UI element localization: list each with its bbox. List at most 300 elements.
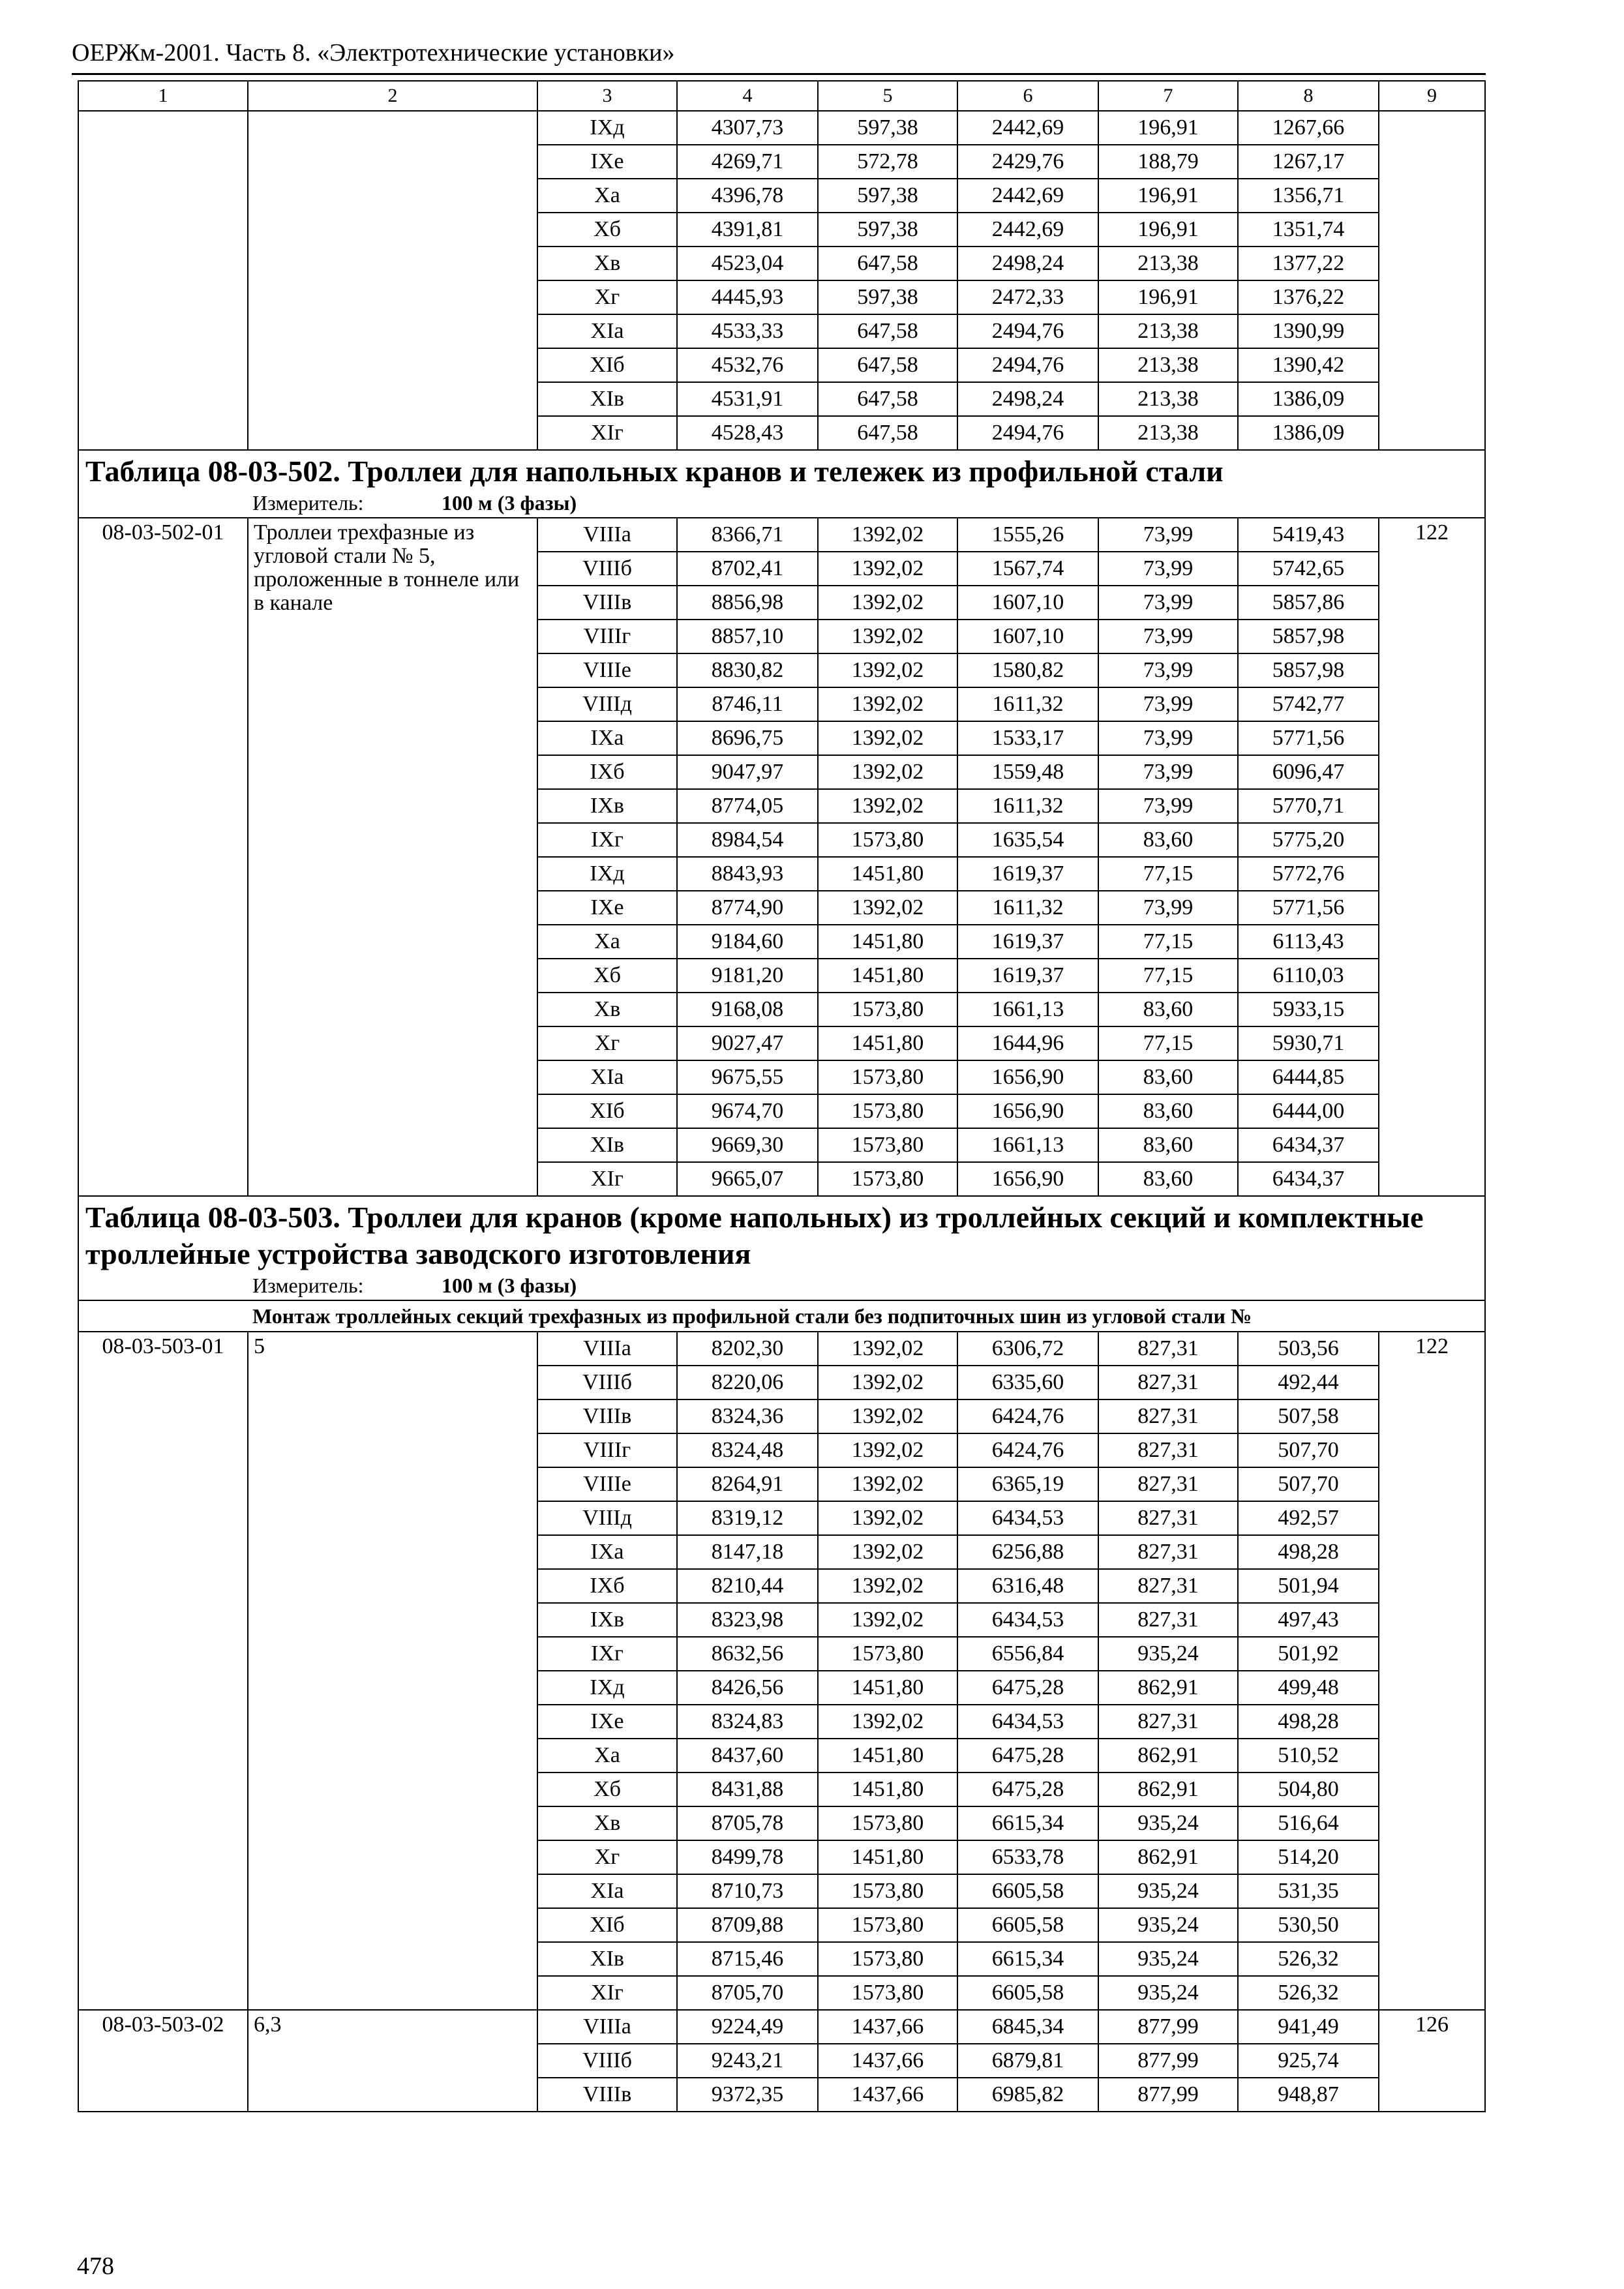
value-cell: 6335,60 bbox=[957, 1366, 1098, 1399]
zone-cell: XIа bbox=[537, 1060, 677, 1094]
value-cell: 1267,17 bbox=[1238, 145, 1379, 179]
value-cell: 196,91 bbox=[1098, 179, 1238, 213]
value-cell: 8323,98 bbox=[677, 1603, 818, 1637]
value-cell: 2442,69 bbox=[957, 179, 1098, 213]
value-cell: 8324,83 bbox=[677, 1705, 818, 1739]
rates-table bbox=[78, 80, 1486, 2112]
value-cell: 1656,90 bbox=[957, 1094, 1098, 1128]
value-cell: 1376,22 bbox=[1238, 280, 1379, 314]
table-row bbox=[78, 518, 1485, 552]
column-number: 8 bbox=[1238, 81, 1379, 111]
value-cell: 9669,30 bbox=[677, 1128, 818, 1162]
value-cell: 9027,47 bbox=[677, 1026, 818, 1060]
value-cell: 6615,34 bbox=[957, 1806, 1098, 1840]
value-cell: 597,38 bbox=[818, 179, 957, 213]
value-cell: 1580,82 bbox=[957, 653, 1098, 687]
value-cell: 1392,02 bbox=[818, 1603, 957, 1637]
value-cell: 1392,02 bbox=[818, 1535, 957, 1569]
zone-cell: VIIIб bbox=[537, 1366, 677, 1399]
value-cell: 213,38 bbox=[1098, 416, 1238, 450]
value-cell: 8705,70 bbox=[677, 1976, 818, 2010]
zone-cell: Xг bbox=[537, 280, 677, 314]
value-cell: 4269,71 bbox=[677, 145, 818, 179]
value-cell: 8984,54 bbox=[677, 823, 818, 857]
zone-cell: XIг bbox=[537, 1976, 677, 2010]
column-number: 4 bbox=[677, 81, 818, 111]
table-503-subheading-row bbox=[78, 1300, 1485, 1332]
value-cell: 1611,32 bbox=[957, 789, 1098, 823]
code-cell bbox=[78, 111, 248, 450]
value-cell: 597,38 bbox=[818, 280, 957, 314]
page-header: ОЕРЖм-2001. Часть 8. «Электротехнические установки» bbox=[72, 39, 675, 67]
zone-cell: VIIIг bbox=[537, 620, 677, 653]
value-cell: 8843,93 bbox=[677, 857, 818, 891]
zone-cell: VIIIд bbox=[537, 687, 677, 721]
value-cell: 2494,76 bbox=[957, 416, 1098, 450]
table-502-title-row bbox=[78, 450, 1485, 518]
value-cell: 5930,71 bbox=[1238, 1026, 1379, 1060]
value-cell: 1573,80 bbox=[818, 1637, 957, 1671]
unit-label: Измеритель: bbox=[252, 491, 364, 515]
value-cell: 8715,46 bbox=[677, 1942, 818, 1976]
code-cell: 08-03-503-02 bbox=[78, 2010, 248, 2112]
value-cell: 925,74 bbox=[1238, 2044, 1379, 2078]
value-cell: 9665,07 bbox=[677, 1162, 818, 1196]
value-cell: 572,78 bbox=[818, 145, 957, 179]
value-cell: 6365,19 bbox=[957, 1467, 1098, 1501]
column-number: 6 bbox=[957, 81, 1098, 111]
description-cell: 5 bbox=[248, 1332, 537, 2010]
value-cell: 1573,80 bbox=[818, 1976, 957, 2010]
zone-cell: Xг bbox=[537, 1026, 677, 1060]
value-cell: 8710,73 bbox=[677, 1874, 818, 1908]
value-cell: 498,28 bbox=[1238, 1705, 1379, 1739]
value-cell: 1392,02 bbox=[818, 755, 957, 789]
value-cell: 6316,48 bbox=[957, 1569, 1098, 1603]
zone-cell: VIIIа bbox=[537, 518, 677, 552]
value-cell: 935,24 bbox=[1098, 1874, 1238, 1908]
value-cell: 6444,00 bbox=[1238, 1094, 1379, 1128]
value-cell: 1573,80 bbox=[818, 1806, 957, 1840]
value-cell: 1661,13 bbox=[957, 993, 1098, 1026]
value-cell: 1392,02 bbox=[818, 1501, 957, 1535]
value-cell: 213,38 bbox=[1098, 247, 1238, 280]
value-cell: 6605,58 bbox=[957, 1976, 1098, 2010]
value-cell: 213,38 bbox=[1098, 348, 1238, 382]
value-cell: 8774,05 bbox=[677, 789, 818, 823]
value-cell: 1567,74 bbox=[957, 552, 1098, 586]
zone-cell: VIIIг bbox=[537, 1433, 677, 1467]
table-502-title-cell bbox=[78, 450, 1485, 518]
zone-cell: Xа bbox=[537, 179, 677, 213]
code-cell: 08-03-502-01 bbox=[78, 518, 248, 1196]
value-cell: 1451,80 bbox=[818, 1739, 957, 1773]
value-cell: 2494,76 bbox=[957, 348, 1098, 382]
value-cell: 8319,12 bbox=[677, 1501, 818, 1535]
value-cell: 948,87 bbox=[1238, 2078, 1379, 2112]
value-cell: 827,31 bbox=[1098, 1705, 1238, 1739]
value-cell: 1451,80 bbox=[818, 1840, 957, 1874]
index-cell: 126 bbox=[1379, 2010, 1485, 2112]
description-cell: 6,3 bbox=[248, 2010, 537, 2112]
zone-cell: XIа bbox=[537, 314, 677, 348]
value-cell: 526,32 bbox=[1238, 1976, 1379, 2010]
value-cell: 1607,10 bbox=[957, 620, 1098, 653]
value-cell: 8705,78 bbox=[677, 1806, 818, 1840]
value-cell: 1392,02 bbox=[818, 1332, 957, 1366]
value-cell: 196,91 bbox=[1098, 111, 1238, 145]
value-cell: 83,60 bbox=[1098, 823, 1238, 857]
value-cell: 862,91 bbox=[1098, 1739, 1238, 1773]
zone-cell: IXд bbox=[537, 111, 677, 145]
value-cell: 2498,24 bbox=[957, 247, 1098, 280]
value-cell: 1555,26 bbox=[957, 518, 1098, 552]
value-cell: 4532,76 bbox=[677, 348, 818, 382]
value-cell: 827,31 bbox=[1098, 1467, 1238, 1501]
zone-cell: XIв bbox=[537, 382, 677, 416]
value-cell: 1573,80 bbox=[818, 1942, 957, 1976]
value-cell: 9047,97 bbox=[677, 755, 818, 789]
table-title: Таблица 08-03-502. Троллеи для напольных кранов и тележек из профильной стали bbox=[85, 455, 1224, 488]
value-cell: 4445,93 bbox=[677, 280, 818, 314]
zone-cell: Xа bbox=[537, 925, 677, 959]
value-cell: 827,31 bbox=[1098, 1366, 1238, 1399]
value-cell: 1392,02 bbox=[818, 891, 957, 925]
code-cell: 08-03-503-01 bbox=[78, 1332, 248, 2010]
zone-cell: IXб bbox=[537, 1569, 677, 1603]
value-cell: 526,32 bbox=[1238, 1942, 1379, 1976]
value-cell: 6605,58 bbox=[957, 1874, 1098, 1908]
value-cell: 647,58 bbox=[818, 247, 957, 280]
value-cell: 1611,32 bbox=[957, 891, 1098, 925]
zone-cell: Xг bbox=[537, 1840, 677, 1874]
value-cell: 827,31 bbox=[1098, 1603, 1238, 1637]
value-cell: 6444,85 bbox=[1238, 1060, 1379, 1094]
value-cell: 1451,80 bbox=[818, 1671, 957, 1705]
value-cell: 5933,15 bbox=[1238, 993, 1379, 1026]
value-cell: 77,15 bbox=[1098, 925, 1238, 959]
value-cell: 4391,81 bbox=[677, 213, 818, 247]
value-cell: 73,99 bbox=[1098, 586, 1238, 620]
zone-cell: Xб bbox=[537, 1773, 677, 1806]
value-cell: 1386,09 bbox=[1238, 416, 1379, 450]
value-cell: 597,38 bbox=[818, 111, 957, 145]
value-cell: 504,80 bbox=[1238, 1773, 1379, 1806]
value-cell: 1392,02 bbox=[818, 789, 957, 823]
description-cell: Троллеи трехфазные из угловой стали № 5, проложенные в тоннеле или в канале bbox=[248, 518, 537, 1196]
zone-cell: XIб bbox=[537, 348, 677, 382]
value-cell: 935,24 bbox=[1098, 1908, 1238, 1942]
table-row bbox=[78, 2010, 1485, 2044]
value-cell: 73,99 bbox=[1098, 552, 1238, 586]
value-cell: 6985,82 bbox=[957, 2078, 1098, 2112]
zone-cell: IXе bbox=[537, 891, 677, 925]
value-cell: 5770,71 bbox=[1238, 789, 1379, 823]
zone-cell: IXг bbox=[537, 1637, 677, 1671]
value-cell: 9674,70 bbox=[677, 1094, 818, 1128]
value-cell: 5857,86 bbox=[1238, 586, 1379, 620]
value-cell: 8324,48 bbox=[677, 1433, 818, 1467]
value-cell: 9372,35 bbox=[677, 2078, 818, 2112]
zone-cell: IXе bbox=[537, 1705, 677, 1739]
value-cell: 6434,37 bbox=[1238, 1128, 1379, 1162]
zone-cell: XIа bbox=[537, 1874, 677, 1908]
zone-cell: Xв bbox=[537, 1806, 677, 1840]
value-cell: 1392,02 bbox=[818, 1366, 957, 1399]
value-cell: 1392,02 bbox=[818, 721, 957, 755]
value-cell: 1611,32 bbox=[957, 687, 1098, 721]
header-rule bbox=[72, 73, 1486, 75]
value-cell: 862,91 bbox=[1098, 1840, 1238, 1874]
value-cell: 5857,98 bbox=[1238, 653, 1379, 687]
value-cell: 9224,49 bbox=[677, 2010, 818, 2044]
value-cell: 8147,18 bbox=[677, 1535, 818, 1569]
value-cell: 6556,84 bbox=[957, 1637, 1098, 1671]
table-503-title-cell bbox=[78, 1196, 1485, 1300]
zone-cell: VIIIв bbox=[537, 1399, 677, 1433]
value-cell: 8220,06 bbox=[677, 1366, 818, 1399]
unit-value: 100 м (3 фазы) bbox=[442, 491, 577, 515]
value-cell: 8774,90 bbox=[677, 891, 818, 925]
value-cell: 501,94 bbox=[1238, 1569, 1379, 1603]
value-cell: 1437,66 bbox=[818, 2044, 957, 2078]
value-cell: 8709,88 bbox=[677, 1908, 818, 1942]
value-cell: 8499,78 bbox=[677, 1840, 818, 1874]
value-cell: 8426,56 bbox=[677, 1671, 818, 1705]
value-cell: 935,24 bbox=[1098, 1637, 1238, 1671]
value-cell: 1437,66 bbox=[818, 2078, 957, 2112]
value-cell: 4307,73 bbox=[677, 111, 818, 145]
index-cell: 122 bbox=[1379, 1332, 1485, 2010]
value-cell: 1392,02 bbox=[818, 620, 957, 653]
value-cell: 530,50 bbox=[1238, 1908, 1379, 1942]
value-cell: 1573,80 bbox=[818, 1060, 957, 1094]
value-cell: 6424,76 bbox=[957, 1399, 1098, 1433]
value-cell: 1635,54 bbox=[957, 823, 1098, 857]
value-cell: 8366,71 bbox=[677, 518, 818, 552]
value-cell: 501,92 bbox=[1238, 1637, 1379, 1671]
value-cell: 6615,34 bbox=[957, 1942, 1098, 1976]
zone-cell: VIIIв bbox=[537, 586, 677, 620]
column-number: 7 bbox=[1098, 81, 1238, 111]
value-cell: 827,31 bbox=[1098, 1535, 1238, 1569]
zone-cell: XIв bbox=[537, 1942, 677, 1976]
unit-of-measure bbox=[85, 490, 1478, 516]
value-cell: 9181,20 bbox=[677, 959, 818, 993]
value-cell: 4523,04 bbox=[677, 247, 818, 280]
zone-cell: XIг bbox=[537, 416, 677, 450]
zone-cell: Xа bbox=[537, 1739, 677, 1773]
value-cell: 4533,33 bbox=[677, 314, 818, 348]
value-cell: 5742,65 bbox=[1238, 552, 1379, 586]
value-cell: 6879,81 bbox=[957, 2044, 1098, 2078]
value-cell: 1267,66 bbox=[1238, 111, 1379, 145]
value-cell: 1451,80 bbox=[818, 857, 957, 891]
zone-cell: IXв bbox=[537, 789, 677, 823]
value-cell: 6475,28 bbox=[957, 1739, 1098, 1773]
value-cell: 941,49 bbox=[1238, 2010, 1379, 2044]
value-cell: 5742,77 bbox=[1238, 687, 1379, 721]
value-cell: 647,58 bbox=[818, 382, 957, 416]
value-cell: 213,38 bbox=[1098, 314, 1238, 348]
value-cell: 83,60 bbox=[1098, 1094, 1238, 1128]
value-cell: 1573,80 bbox=[818, 823, 957, 857]
value-cell: 188,79 bbox=[1098, 145, 1238, 179]
value-cell: 1619,37 bbox=[957, 925, 1098, 959]
value-cell: 77,15 bbox=[1098, 1026, 1238, 1060]
value-cell: 862,91 bbox=[1098, 1671, 1238, 1705]
zone-cell: Xв bbox=[537, 993, 677, 1026]
value-cell: 6113,43 bbox=[1238, 925, 1379, 959]
table-body bbox=[78, 81, 1485, 2112]
value-cell: 2498,24 bbox=[957, 382, 1098, 416]
value-cell: 5771,56 bbox=[1238, 721, 1379, 755]
value-cell: 827,31 bbox=[1098, 1332, 1238, 1366]
value-cell: 6434,53 bbox=[957, 1603, 1098, 1637]
value-cell: 73,99 bbox=[1098, 620, 1238, 653]
description-cell bbox=[248, 111, 537, 450]
value-cell: 9675,55 bbox=[677, 1060, 818, 1094]
value-cell: 516,64 bbox=[1238, 1806, 1379, 1840]
value-cell: 877,99 bbox=[1098, 2044, 1238, 2078]
value-cell: 73,99 bbox=[1098, 891, 1238, 925]
value-cell: 8830,82 bbox=[677, 653, 818, 687]
value-cell: 1573,80 bbox=[818, 1874, 957, 1908]
table-row bbox=[78, 111, 1485, 145]
value-cell: 9168,08 bbox=[677, 993, 818, 1026]
value-cell: 9243,21 bbox=[677, 2044, 818, 2078]
value-cell: 83,60 bbox=[1098, 993, 1238, 1026]
value-cell: 8857,10 bbox=[677, 620, 818, 653]
value-cell: 5419,43 bbox=[1238, 518, 1379, 552]
value-cell: 2442,69 bbox=[957, 213, 1098, 247]
value-cell: 1573,80 bbox=[818, 1094, 957, 1128]
value-cell: 8264,91 bbox=[677, 1467, 818, 1501]
value-cell: 531,35 bbox=[1238, 1874, 1379, 1908]
value-cell: 8437,60 bbox=[677, 1739, 818, 1773]
value-cell: 935,24 bbox=[1098, 1976, 1238, 2010]
value-cell: 1392,02 bbox=[818, 1433, 957, 1467]
value-cell: 6424,76 bbox=[957, 1433, 1098, 1467]
value-cell: 5772,76 bbox=[1238, 857, 1379, 891]
zone-cell: VIIIб bbox=[537, 552, 677, 586]
value-cell: 498,28 bbox=[1238, 1535, 1379, 1569]
value-cell: 213,38 bbox=[1098, 382, 1238, 416]
zone-cell: XIг bbox=[537, 1162, 677, 1196]
value-cell: 935,24 bbox=[1098, 1806, 1238, 1840]
value-cell: 196,91 bbox=[1098, 280, 1238, 314]
value-cell: 1351,74 bbox=[1238, 213, 1379, 247]
value-cell: 6605,58 bbox=[957, 1908, 1098, 1942]
value-cell: 6475,28 bbox=[957, 1671, 1098, 1705]
zone-cell: VIIIа bbox=[537, 1332, 677, 1366]
value-cell: 6475,28 bbox=[957, 1773, 1098, 1806]
value-cell: 73,99 bbox=[1098, 653, 1238, 687]
value-cell: 1607,10 bbox=[957, 586, 1098, 620]
value-cell: 1661,13 bbox=[957, 1128, 1098, 1162]
value-cell: 2442,69 bbox=[957, 111, 1098, 145]
zone-cell: Xб bbox=[537, 959, 677, 993]
value-cell: 1392,02 bbox=[818, 687, 957, 721]
value-cell: 935,24 bbox=[1098, 1942, 1238, 1976]
value-cell: 492,57 bbox=[1238, 1501, 1379, 1535]
table-row bbox=[78, 1332, 1485, 1366]
zone-cell: XIб bbox=[537, 1908, 677, 1942]
value-cell: 1437,66 bbox=[818, 2010, 957, 2044]
value-cell: 77,15 bbox=[1098, 857, 1238, 891]
value-cell: 6533,78 bbox=[957, 1840, 1098, 1874]
value-cell: 6096,47 bbox=[1238, 755, 1379, 789]
zone-cell: IXд bbox=[537, 857, 677, 891]
value-cell: 1644,96 bbox=[957, 1026, 1098, 1060]
value-cell: 1451,80 bbox=[818, 1773, 957, 1806]
value-cell: 597,38 bbox=[818, 213, 957, 247]
zone-cell: IXа bbox=[537, 721, 677, 755]
zone-cell: IXе bbox=[537, 145, 677, 179]
value-cell: 1392,02 bbox=[818, 1569, 957, 1603]
page-number: 478 bbox=[77, 2252, 114, 2280]
value-cell: 1533,17 bbox=[957, 721, 1098, 755]
value-cell: 1451,80 bbox=[818, 925, 957, 959]
table-title: Таблица 08-03-503. Троллеи для кранов (кроме напольных) из троллейных секций и комплектные троллейные устройства заводского изготовления bbox=[85, 1201, 1424, 1270]
value-cell: 5857,98 bbox=[1238, 620, 1379, 653]
value-cell: 503,56 bbox=[1238, 1332, 1379, 1366]
zone-cell: IXд bbox=[537, 1671, 677, 1705]
column-number: 3 bbox=[537, 81, 677, 111]
value-cell: 83,60 bbox=[1098, 1128, 1238, 1162]
unit-of-measure bbox=[85, 1272, 1478, 1298]
value-cell: 8696,75 bbox=[677, 721, 818, 755]
zone-cell: VIIIе bbox=[537, 1467, 677, 1501]
value-cell: 8210,44 bbox=[677, 1569, 818, 1603]
zone-cell: XIб bbox=[537, 1094, 677, 1128]
value-cell: 827,31 bbox=[1098, 1501, 1238, 1535]
value-cell: 83,60 bbox=[1098, 1060, 1238, 1094]
zone-cell: Xб bbox=[537, 213, 677, 247]
value-cell: 4396,78 bbox=[677, 179, 818, 213]
value-cell: 6434,37 bbox=[1238, 1162, 1379, 1196]
value-cell: 507,70 bbox=[1238, 1467, 1379, 1501]
value-cell: 8702,41 bbox=[677, 552, 818, 586]
value-cell: 2472,33 bbox=[957, 280, 1098, 314]
value-cell: 6256,88 bbox=[957, 1535, 1098, 1569]
column-number: 2 bbox=[248, 81, 537, 111]
value-cell: 5771,56 bbox=[1238, 891, 1379, 925]
section-subheading: Монтаж троллейных секций трехфазных из профильной стали без подпиточных шин из угловой стали № bbox=[78, 1300, 1485, 1332]
value-cell: 73,99 bbox=[1098, 518, 1238, 552]
column-number: 5 bbox=[818, 81, 957, 111]
value-cell: 83,60 bbox=[1098, 1162, 1238, 1196]
value-cell: 1390,42 bbox=[1238, 348, 1379, 382]
value-cell: 877,99 bbox=[1098, 2010, 1238, 2044]
zone-cell: IXб bbox=[537, 755, 677, 789]
value-cell: 8856,98 bbox=[677, 586, 818, 620]
value-cell: 73,99 bbox=[1098, 687, 1238, 721]
value-cell: 510,52 bbox=[1238, 1739, 1379, 1773]
zone-cell: VIIIе bbox=[537, 653, 677, 687]
value-cell: 507,70 bbox=[1238, 1433, 1379, 1467]
zone-cell: VIIIб bbox=[537, 2044, 677, 2078]
value-cell: 73,99 bbox=[1098, 755, 1238, 789]
value-cell: 5775,20 bbox=[1238, 823, 1379, 857]
value-cell: 647,58 bbox=[818, 348, 957, 382]
value-cell: 1573,80 bbox=[818, 1162, 957, 1196]
index-cell bbox=[1379, 111, 1485, 450]
value-cell: 8431,88 bbox=[677, 1773, 818, 1806]
value-cell: 2429,76 bbox=[957, 145, 1098, 179]
value-cell: 8632,56 bbox=[677, 1637, 818, 1671]
value-cell: 1573,80 bbox=[818, 1908, 957, 1942]
